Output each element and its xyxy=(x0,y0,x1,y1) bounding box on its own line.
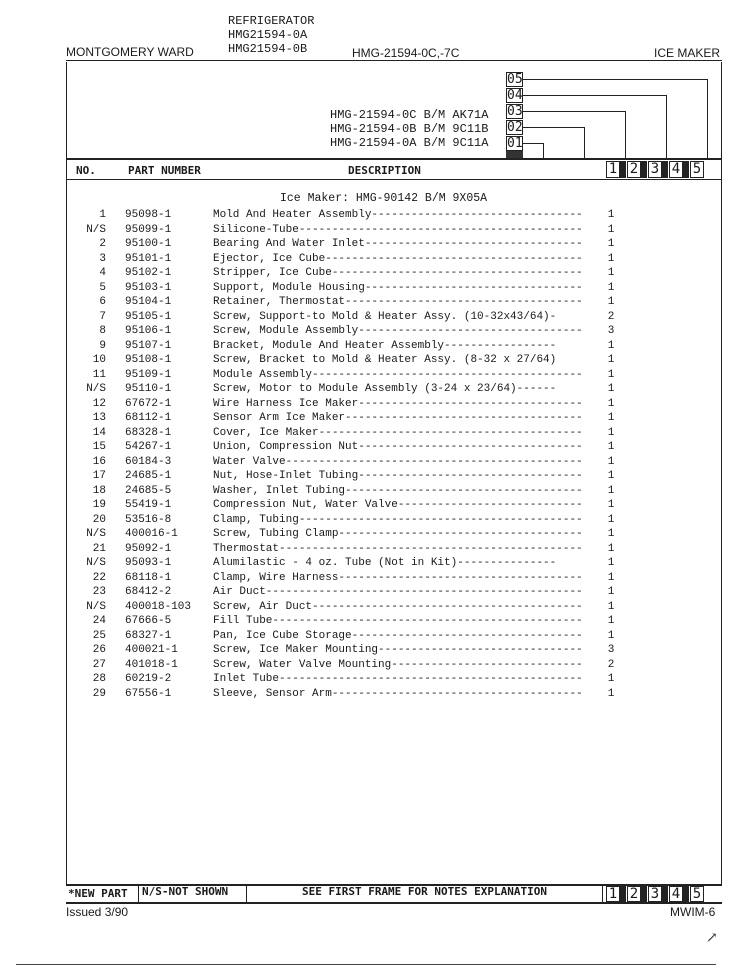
version-code: 05 xyxy=(507,72,523,87)
part-quantity: 1 xyxy=(607,383,615,395)
column-box: 3 xyxy=(648,161,662,178)
parts-rows xyxy=(66,208,722,701)
item-number: 24 xyxy=(92,615,106,627)
column-divider xyxy=(641,161,647,178)
leader-drop xyxy=(543,143,544,159)
part-description: Ejector, Ice Cube--------------------------------------- xyxy=(213,252,583,265)
part-quantity: 1 xyxy=(607,238,615,250)
column-box: 5 xyxy=(690,161,704,178)
table-row xyxy=(66,353,722,368)
part-number: 95107-1 xyxy=(125,339,172,352)
leader-line xyxy=(523,79,707,80)
part-description: Union, Compression Nut---------------------------------- xyxy=(213,441,583,453)
item-number: 5 xyxy=(99,281,106,294)
part-number: 400016-1 xyxy=(125,528,178,540)
item-number: 8 xyxy=(99,325,106,337)
leader-drop xyxy=(625,111,626,159)
part-description: Wire Harness Ice Maker---------------------------------- xyxy=(213,397,583,410)
table-row xyxy=(66,542,722,557)
part-quantity: 1 xyxy=(607,600,615,613)
part-number: 95098-1 xyxy=(125,209,172,221)
part-description: Thermostat---------------------------------------------- xyxy=(213,542,583,555)
part-quantity: 1 xyxy=(607,499,615,511)
column-box: 4 xyxy=(669,886,683,902)
table-row xyxy=(66,527,722,542)
part-number: 24685-1 xyxy=(125,470,172,482)
table-row xyxy=(66,208,722,223)
item-number: 1 xyxy=(99,209,106,221)
part-quantity: 1 xyxy=(607,368,615,381)
part-description: Stripper, Ice Cube-------------------------------------- xyxy=(213,267,583,279)
table-row xyxy=(66,368,722,383)
footer-bar xyxy=(66,884,722,904)
part-quantity: 1 xyxy=(607,571,615,584)
part-description: Compression Nut, Water Valve---------------------------- xyxy=(213,499,583,511)
table-row xyxy=(66,252,722,267)
part-quantity: 1 xyxy=(607,629,615,642)
leader-drop xyxy=(584,127,585,159)
part-description: Air Duct------------------------------------------------ xyxy=(213,586,583,598)
part-description: Screw, Bracket to Mold & Heater Assy. (8-32 x 27/64) xyxy=(213,354,557,366)
part-description: Inlet Tube---------------------------------------------- xyxy=(213,673,583,685)
part-quantity: 1 xyxy=(607,528,615,540)
part-quantity: 1 xyxy=(607,586,615,598)
column-box: 5 xyxy=(690,886,704,902)
part-description: Bearing And Water Inlet--------------------------------- xyxy=(213,238,583,250)
document-id: MWIM-6 xyxy=(670,905,716,919)
item-number: 21 xyxy=(92,542,106,555)
product-line: HMG21594-0A xyxy=(228,28,308,42)
part-description: Alumilastic - 4 oz. Tube (Not in Kit)--------------- xyxy=(213,557,557,569)
item-number: N/S xyxy=(86,383,106,395)
new-part-note: *NEW PART xyxy=(68,887,128,900)
part-number: 67556-1 xyxy=(125,687,172,700)
table-row xyxy=(66,469,722,484)
item-number: 19 xyxy=(92,499,106,511)
item-number: N/S xyxy=(86,528,106,540)
table-row xyxy=(66,614,722,629)
part-description: Nut, Hose-Inlet Tubing---------------------------------- xyxy=(213,470,583,482)
item-number: 3 xyxy=(99,252,106,265)
leader-drop xyxy=(707,79,708,159)
item-number: 4 xyxy=(99,267,106,279)
part-number: 54267-1 xyxy=(125,441,172,453)
table-row xyxy=(66,643,722,658)
item-number: N/S xyxy=(86,600,106,613)
item-number: 16 xyxy=(92,455,106,468)
part-description: Retainer, Thermostat------------------------------------ xyxy=(213,296,583,308)
part-description: Sleeve, Sensor Arm-------------------------------------- xyxy=(213,687,583,700)
part-quantity: 1 xyxy=(607,339,615,352)
part-quantity: 1 xyxy=(607,397,615,410)
part-description: Clamp, Tubing------------------------------------------- xyxy=(213,513,583,526)
part-quantity: 1 xyxy=(607,513,615,526)
part-quantity: 2 xyxy=(607,658,615,671)
table-row xyxy=(66,513,722,528)
part-description: Mold And Heater Assembly-------------------------------- xyxy=(213,209,583,221)
table-row xyxy=(66,310,722,325)
table-row xyxy=(66,571,722,586)
part-number: 55419-1 xyxy=(125,499,172,511)
table-row xyxy=(66,687,722,702)
part-description: Screw, Water Valve Mounting----------------------------- xyxy=(213,658,583,671)
part-number: 95108-1 xyxy=(125,354,172,366)
part-quantity: 1 xyxy=(607,615,615,627)
item-number: 20 xyxy=(92,513,106,526)
notes-explanation: SEE FIRST FRAME FOR NOTES EXPLANATION xyxy=(246,884,603,902)
part-number: 400021-1 xyxy=(125,644,178,656)
leader-line xyxy=(523,111,625,112)
part-quantity: 1 xyxy=(607,252,615,265)
part-number: 95103-1 xyxy=(125,281,172,294)
part-quantity: 1 xyxy=(607,441,615,453)
part-description: Screw, Tubing Clamp------------------------------------- xyxy=(213,528,583,540)
part-number: 68118-1 xyxy=(125,571,172,584)
part-number: 95099-1 xyxy=(125,223,172,236)
item-number: 9 xyxy=(99,339,106,352)
part-number: 401018-1 xyxy=(125,658,178,671)
part-description: Bracket, Module And Heater Assembly----------------- xyxy=(213,339,557,352)
col-no-label: NO. xyxy=(76,164,96,177)
version-code: 03 xyxy=(507,104,523,119)
part-number: 95110-1 xyxy=(125,383,172,395)
part-description: Fill Tube----------------------------------------------- xyxy=(213,615,583,627)
build-mark: HMG-21594-0C B/M AK71A xyxy=(330,108,489,122)
build-mark: HMG-21594-0B B/M 9C11B xyxy=(330,122,489,136)
item-number: 15 xyxy=(92,441,106,453)
part-number: 67672-1 xyxy=(125,397,172,410)
part-quantity: 1 xyxy=(607,281,615,294)
product-line: REFRIGERATOR xyxy=(228,14,315,28)
part-number: 60219-2 xyxy=(125,673,172,685)
item-number: 6 xyxy=(99,296,106,308)
part-quantity: 1 xyxy=(607,542,615,555)
item-number: 29 xyxy=(92,687,106,700)
part-description: Water Valve--------------------------------------------- xyxy=(213,455,583,468)
part-number: 95101-1 xyxy=(125,252,172,265)
table-row xyxy=(66,556,722,571)
part-number: 68112-1 xyxy=(125,412,172,424)
part-description: Screw, Support-to Mold & Heater Assy. (10-32x43/64)- xyxy=(213,310,557,323)
table-row xyxy=(66,600,722,615)
column-divider xyxy=(620,161,626,178)
part-description: Silicone-Tube------------------------------------------- xyxy=(213,223,583,236)
part-number: 95100-1 xyxy=(125,238,172,250)
part-quantity: 3 xyxy=(607,325,615,337)
col-part-number-label: PART NUMBER xyxy=(128,164,201,177)
build-mark-list xyxy=(330,108,488,150)
part-number: 68412-2 xyxy=(125,586,172,598)
column-divider xyxy=(641,886,647,902)
part-number: 95104-1 xyxy=(125,296,172,308)
col-description-label: DESCRIPTION xyxy=(348,164,421,177)
table-header xyxy=(66,158,722,180)
part-description: Screw, Air Duct----------------------------------------- xyxy=(213,600,583,613)
table-row xyxy=(66,440,722,455)
item-number: N/S xyxy=(86,557,106,569)
item-number: 27 xyxy=(92,658,106,671)
table-row xyxy=(66,629,722,644)
version-code: 01 xyxy=(507,136,523,151)
item-number: 17 xyxy=(92,470,106,482)
part-quantity: 1 xyxy=(607,412,615,424)
part-number: 24685-5 xyxy=(125,484,172,497)
part-quantity: 1 xyxy=(607,354,615,366)
item-number: 18 xyxy=(92,484,106,497)
part-number: 53516-8 xyxy=(125,513,172,526)
item-number: 25 xyxy=(92,629,106,642)
item-number: 2 xyxy=(99,238,106,250)
leader-drop xyxy=(666,95,667,159)
part-quantity: 1 xyxy=(607,223,615,236)
part-number: 95093-1 xyxy=(125,557,172,569)
part-quantity: 1 xyxy=(607,687,615,700)
part-number: 95105-1 xyxy=(125,310,172,323)
part-description: Screw, Motor to Module Assembly (3-24 x 23/64)------ xyxy=(213,383,557,395)
handwritten-mark: ↗ xyxy=(706,930,718,946)
item-number: 28 xyxy=(92,673,106,685)
part-description: Cover, Ice Maker---------------------------------------- xyxy=(213,426,583,439)
table-row xyxy=(66,237,722,252)
part-quantity: 3 xyxy=(607,644,615,656)
part-description: Washer, Inlet Tubing------------------------------------ xyxy=(213,484,583,497)
item-number: 13 xyxy=(92,412,106,424)
part-number: 95102-1 xyxy=(125,267,172,279)
column-divider xyxy=(683,886,689,902)
item-number: 23 xyxy=(92,586,106,598)
part-number: 67666-5 xyxy=(125,615,172,627)
table-row xyxy=(66,585,722,600)
part-number: 68327-1 xyxy=(125,629,172,642)
table-row xyxy=(66,324,722,339)
part-description: Support, Module Housing--------------------------------- xyxy=(213,281,583,294)
table-row xyxy=(66,411,722,426)
not-shown-note: N/S-NOT SHOWN xyxy=(138,884,228,902)
part-number: 60184-3 xyxy=(125,455,172,468)
part-quantity: 1 xyxy=(607,426,615,439)
column-box: 2 xyxy=(627,886,641,902)
column-box: 3 xyxy=(648,886,662,902)
table-row xyxy=(66,426,722,441)
item-number: 10 xyxy=(92,354,106,366)
version-code: 02 xyxy=(507,120,523,135)
table-row xyxy=(66,658,722,673)
table-row xyxy=(66,455,722,470)
models-right: HMG-21594-0C,-7C xyxy=(352,46,460,60)
leader-line xyxy=(523,143,543,144)
table-row xyxy=(66,266,722,281)
leader-line xyxy=(523,127,584,128)
part-number: 68328-1 xyxy=(125,426,172,439)
part-description: Screw, Ice Maker Mounting------------------------------- xyxy=(213,644,583,656)
list-title: Ice Maker: HMG-90142 B/M 9X05A xyxy=(280,192,488,205)
table-row xyxy=(66,382,722,397)
part-quantity: 1 xyxy=(607,470,615,482)
table-row xyxy=(66,339,722,354)
column-divider xyxy=(662,161,668,178)
item-number: 12 xyxy=(92,397,106,410)
item-number: 11 xyxy=(92,368,106,381)
column-divider xyxy=(620,886,626,902)
item-number: 14 xyxy=(92,426,106,439)
part-quantity: 1 xyxy=(607,673,615,685)
part-quantity: 1 xyxy=(607,557,615,569)
table-row xyxy=(66,498,722,513)
column-divider xyxy=(662,886,668,902)
column-box: 4 xyxy=(669,161,683,178)
table-row xyxy=(66,223,722,238)
column-divider xyxy=(683,161,689,178)
bottom-rule xyxy=(16,964,716,965)
brand-name: MONTGOMERY WARD xyxy=(66,45,194,59)
part-description: Clamp, Wire Harness------------------------------------- xyxy=(213,571,583,584)
version-code: 04 xyxy=(507,88,523,103)
table-row xyxy=(66,672,722,687)
part-number: 95106-1 xyxy=(125,325,172,337)
table-row xyxy=(66,397,722,412)
section-title: ICE MAKER xyxy=(654,46,721,60)
part-description: Module Assembly----------------------------------------- xyxy=(213,368,583,381)
parts-list xyxy=(66,192,722,701)
part-quantity: 1 xyxy=(607,455,615,468)
issued-date: Issued 3/90 xyxy=(66,905,129,919)
column-box: 2 xyxy=(627,161,641,178)
build-mark: HMG-21594-0A B/M 9C11A xyxy=(330,136,489,150)
table-row xyxy=(66,295,722,310)
column-box: 1 xyxy=(606,886,620,902)
part-quantity: 1 xyxy=(607,267,615,279)
part-description: Pan, Ice Cube Storage----------------------------------- xyxy=(213,629,583,642)
table-row xyxy=(66,281,722,296)
part-description: Sensor Arm Ice Maker------------------------------------ xyxy=(213,412,583,424)
part-quantity: 1 xyxy=(607,209,615,221)
part-quantity: 2 xyxy=(607,310,615,323)
part-quantity: 1 xyxy=(607,484,615,497)
part-number: 95092-1 xyxy=(125,542,172,555)
item-number: N/S xyxy=(86,223,106,236)
part-quantity: 1 xyxy=(607,296,615,308)
product-line: HMG21594-0B xyxy=(228,42,308,56)
item-number: 7 xyxy=(99,310,106,323)
table-row xyxy=(66,484,722,499)
column-box: 1 xyxy=(606,161,620,178)
item-number: 26 xyxy=(92,644,106,656)
item-number: 22 xyxy=(92,571,106,584)
part-number: 95109-1 xyxy=(125,368,172,381)
part-description: Screw, Module Assembly---------------------------------- xyxy=(213,325,583,337)
leader-line xyxy=(523,95,666,96)
part-number: 400018-103 xyxy=(125,600,192,613)
